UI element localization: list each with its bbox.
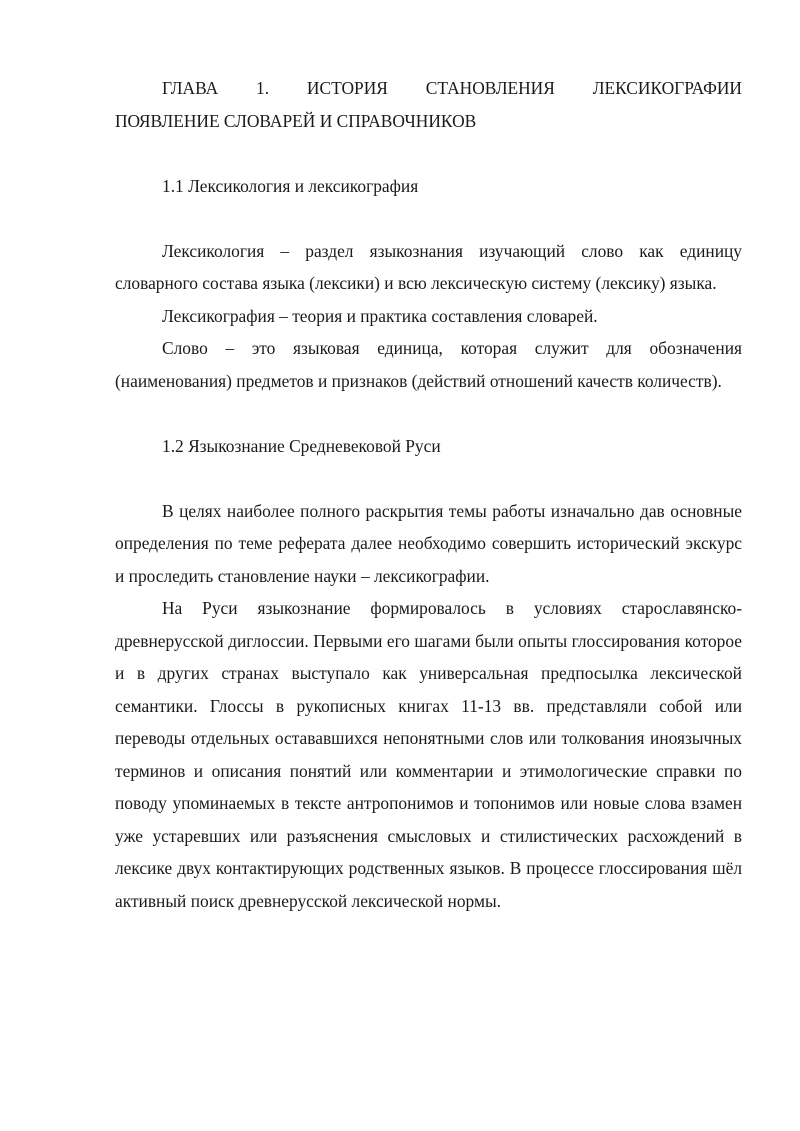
section-2-title: 1.2 Языкознание Средневековой Руси xyxy=(162,435,441,456)
section-1-title: 1.1 Лексикология и лексикография xyxy=(162,175,419,196)
spacer xyxy=(115,462,742,495)
spacer xyxy=(115,397,742,430)
paragraph: Слово – это языковая единица, которая служит для обозначения (наименования) предметов и признаков (действий отношений качеств количеств). xyxy=(115,338,742,391)
chapter-title-line2: ПОЯВЛЕНИЕ СЛОВАРЕЙ И СПРАВОЧНИКОВ xyxy=(115,110,477,131)
chapter-title xyxy=(115,72,742,137)
chapter-title-line1: ГЛАВА 1. ИСТОРИЯ СТАНОВЛЕНИЯ ЛЕКСИКОГРАФИИ xyxy=(162,78,742,98)
paragraph: Лексикография – теория и практика составления словарей. xyxy=(162,305,598,326)
paragraph: В целях наиболее полного раскрытия темы работы изначально дав основные определения по теме реферата далее необходимо совершить исторический экскурс и проследить становление науки – лексикографии. xyxy=(115,500,742,586)
paragraph: На Руси языкознание формировалось в условиях старославянско-древнерусской диглоссии. Первыми его шагами были опыты глоссирования которое и в других странах выступало как универсальная предпосылка лексической семантики. Глоссы в рукописных книгах 11-13 вв. представляли собой или переводы отдельных остававшихся непонятными слов или толкования иноязычных терминов и описания понятий или комментарии и этимологические справки по поводу упоминаемых в тексте антропонимов и топонимов или новые слова взамен уже устаревших или разъяснения смысловых и стилистических расхождений в лексике двух контактирующих родственных языков. В процессе глоссирования шёл активный поиск древнерусской лексической нормы. xyxy=(115,598,742,911)
spacer xyxy=(115,137,742,170)
paragraph: Лексикология – раздел языкознания изучающий слово как единицу словарного состава языка (лексики) и всю лексическую систему (лексику) языка. xyxy=(115,240,742,293)
spacer xyxy=(115,202,742,235)
